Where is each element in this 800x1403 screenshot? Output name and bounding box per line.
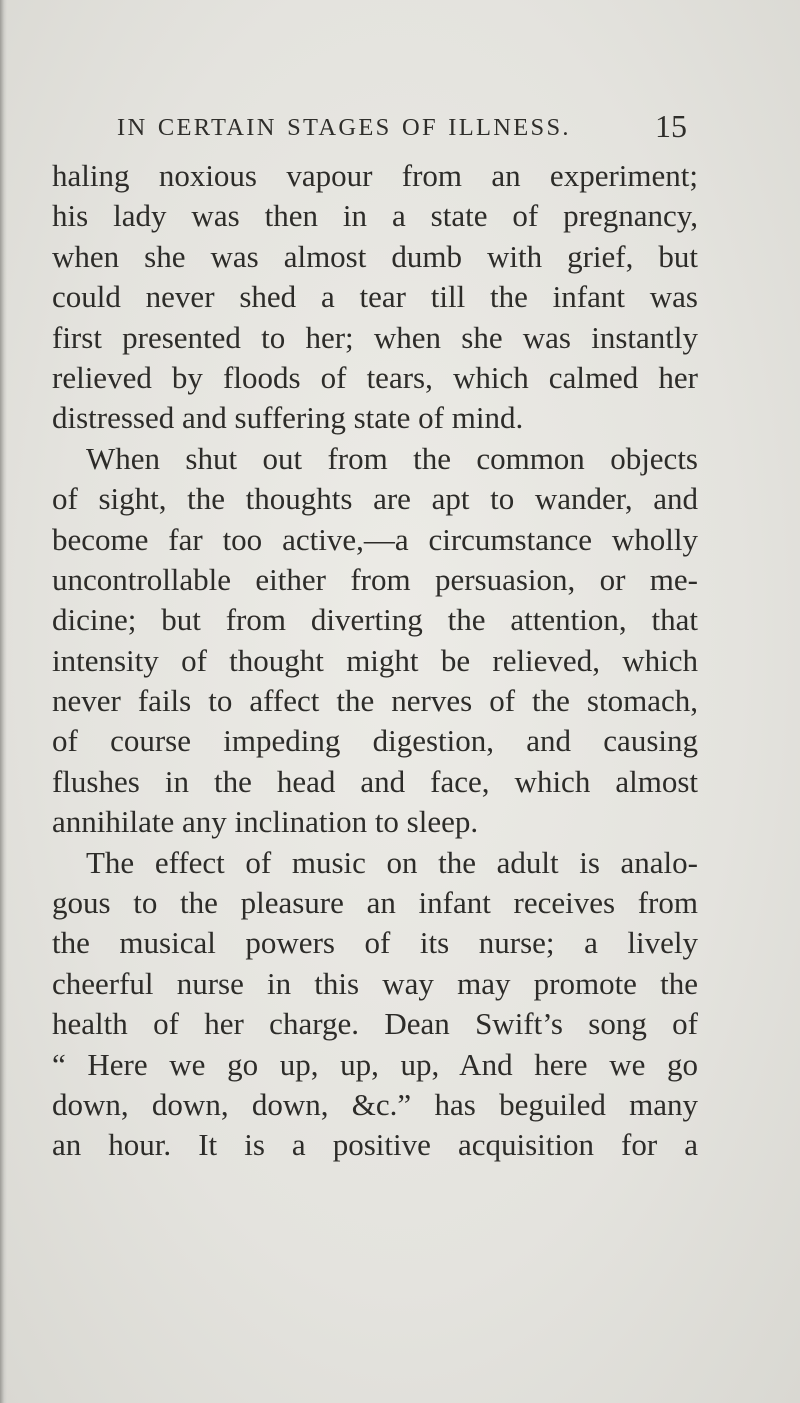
text-line: down, down, down, &c.” has beguiled many	[52, 1086, 698, 1122]
paragraph-end-line: distressed and suffering state of mind.	[52, 400, 524, 436]
page-number: 15	[655, 108, 687, 144]
text-line: the musical powers of its nurse; a lively	[52, 925, 698, 961]
text-line: could never shed a tear till the infant was	[52, 279, 698, 315]
text-line: health of her charge. Dean Swift’s song of	[52, 1006, 698, 1042]
text-line: flushes in the head and face, which almost	[52, 763, 698, 799]
text-line: first presented to her; when she was instantly	[52, 319, 698, 355]
body-text	[52, 156, 698, 1166]
text-line: become far too active,—a circumstance wholly	[52, 521, 698, 557]
binding-edge	[0, 0, 7, 1403]
text-line: an hour. It is a positive acquisition for a	[52, 1127, 698, 1163]
text-line: cheerful nurse in this way may promote the	[52, 965, 698, 1001]
text-line: “ Here we go up, up, up, And here we go	[52, 1046, 698, 1082]
text-line: his lady was then in a state of pregnancy,	[52, 198, 698, 234]
text-line: dicine; but from diverting the attention, that	[52, 602, 698, 638]
text-line: relieved by floods of tears, which calmed her	[52, 359, 698, 395]
paragraph-start-line: The effect of music on the adult is analo-	[86, 844, 698, 880]
text-line: gous to the pleasure an infant receives from	[52, 885, 698, 921]
paragraph-start-line: When shut out from the common objects	[86, 440, 698, 476]
paragraph-end-line: annihilate any inclination to sleep.	[52, 804, 479, 840]
text-line: of course impeding digestion, and causing	[52, 723, 698, 759]
running-head	[117, 108, 687, 144]
running-title: IN CERTAIN STAGES OF ILLNESS.	[117, 114, 571, 141]
text-line: uncontrollable either from persuasion, or me-	[52, 561, 698, 597]
text-line: intensity of thought might be relieved, which	[52, 642, 698, 678]
text-line: never fails to affect the nerves of the stomach,	[52, 683, 698, 719]
text-line: when she was almost dumb with grief, but	[52, 238, 698, 274]
text-line: of sight, the thoughts are apt to wander, and	[52, 481, 698, 517]
text-line: haling noxious vapour from an experiment;	[52, 158, 698, 193]
